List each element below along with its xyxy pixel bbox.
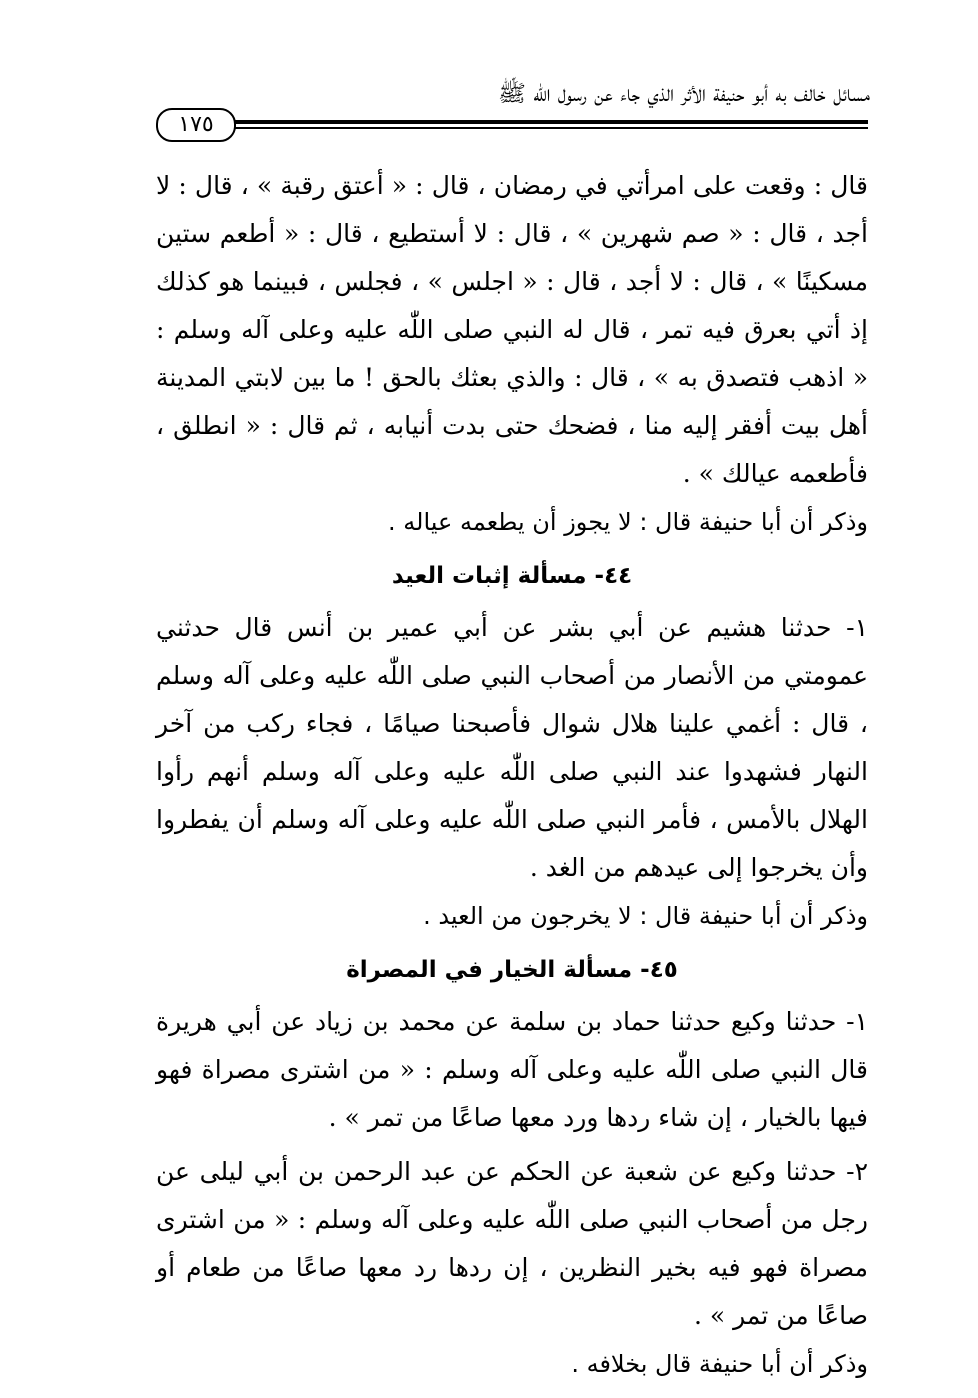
running-header-title: مسائل خالف به أبو حنيفة الأثر الذي جاء عن رسول الله ﷺ (498, 81, 870, 107)
hadith-paragraph-3: ١- حدثنا وكيع حدثنا حماد بن سلمة عن محمد بن زياد عن أبي هريرة قال النبي صلى اللّٰه عليه وعلى آله وسلم : « من اشترى مصراة فهو فيها بالخيار ، إن شاء ردها ورد معها صاعًا من تمر » . (156, 1007, 868, 1132)
page-number-badge: ١٧٥ (156, 108, 236, 142)
abu-hanifa-note-2: وذكر أن أبا حنيفة قال : لا يخرجون من العيد . (423, 902, 868, 930)
header-rule (230, 120, 868, 124)
section-heading-45: ٤٥- مسألة الخيار في المصراة (346, 957, 678, 983)
section-heading-44: ٤٤- مسألة إثبات العيد (391, 563, 633, 589)
hadith-paragraph-1: قال : وقعت على امرأتي في رمضان ، قال : « أعتق رقبة » ، قال : لا أجد ، قال : « صم شهرين » ، قال : لا أستطيع ، قال : « أطعم ستين مسكينًا » ، قال : لا أجد ، قال : « اجلس » ، فجلس ، فبينما هو كذلك إذ أتي بعرق فيه تمر ، قال له النبي صلى اللّٰه عليه وعلى آله وسلم : « اذهب فتصدق به » ، قال : والذي بعثك بالحق ! ما بين لابتي المدينة أهل بيت أفقر إليه منا ، فضحك حتى بدت أنيابه ، ثم قال : « انطلق ، فأطعمه عيالك » . (156, 171, 868, 488)
abu-hanifa-note-1: وذكر أن أبا حنيفة قال : لا يجوز أن يطعمه عياله . (388, 508, 868, 536)
header-rule-thin (230, 127, 868, 129)
page-body (156, 162, 868, 1398)
hadith-paragraph-2: ١- حدثنا هشيم عن أبي بشر عن أبي عمير بن أنس قال حدثني عمومتي من الأنصار من أصحاب النبي صلى اللّٰه عليه وعلى آله وسلم ، قال : أغمي علينا هلال شوال فأصبحنا صيامًا ، فجاء ركب من آخر النهار فشهدوا عند النبي صلى اللّٰه عليه وعلى آله وسلم أنهم رأوا الهلال بالأمس ، فأمر النبي صلى اللّٰه عليه وعلى آله وسلم أن يفطروا وأن يخرجوا إلى عيدهم من الغد . (156, 613, 868, 882)
abu-hanifa-note-3: وذكر أن أبا حنيفة قال بخلافه . (571, 1350, 868, 1378)
hadith-paragraph-4: ٢- حدثنا وكيع عن شعبة عن الحكم عن عبد الرحمن بن أبي ليلى عن رجل من أصحاب النبي صلى اللّٰه عليه وعلى آله وسلم : « من اشترى مصراة فهو فيه بخير النظرين ، إن ردها رد معها صاعًا من طعام أو صاعًا من تمر » . (156, 1157, 868, 1330)
